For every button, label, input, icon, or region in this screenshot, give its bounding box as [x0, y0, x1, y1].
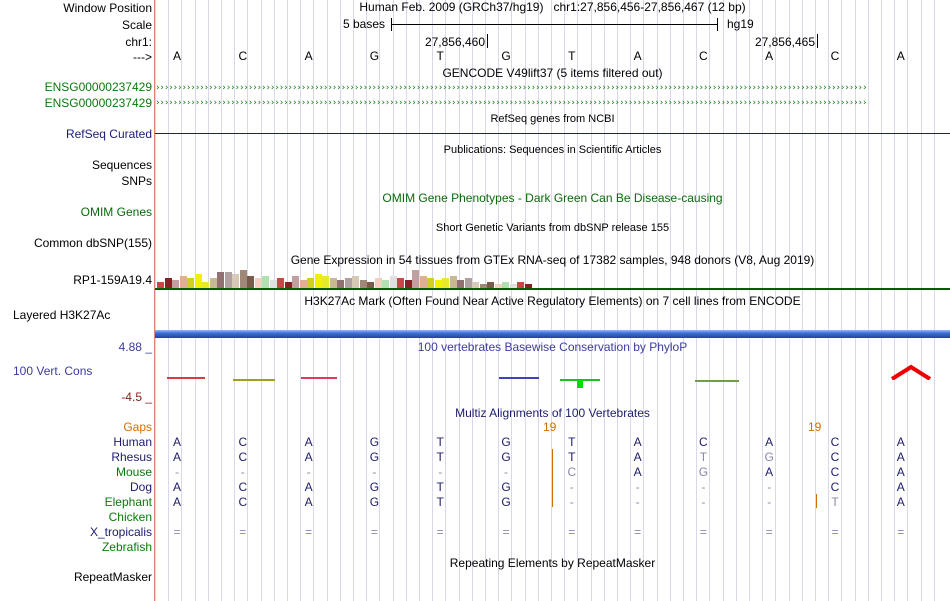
alignment-base: = [897, 525, 905, 539]
multiz-track-title: Multiz Alignments of 100 Vertebrates [455, 406, 650, 420]
coord-tick-2 [817, 34, 818, 48]
alignment-base: T [436, 450, 444, 464]
gtex-bar [375, 278, 382, 288]
alignment-base: - [438, 465, 443, 479]
alignment-base: = [765, 525, 773, 539]
gtex-bar [255, 278, 262, 288]
gtex-bar [382, 280, 389, 288]
alignment-base: T [436, 480, 444, 494]
species-label[interactable]: Mouse [115, 465, 152, 479]
alignment-base: - [701, 480, 706, 494]
coord-label-1: 27,856,460 [424, 35, 485, 49]
phylop-mark-5-peak [577, 380, 583, 388]
alignment-base: T [436, 435, 444, 449]
gtex-bar [330, 278, 337, 288]
alignment-base: C [238, 480, 248, 494]
phylop-track-title: 100 vertebrates Basewise Conservation by PhyloP [417, 340, 688, 354]
alignment-base: A [633, 450, 642, 464]
gtex-bar [217, 272, 224, 288]
alignment-base: A [172, 480, 181, 494]
alignment-base: A [765, 435, 774, 449]
alignment-base: A [172, 450, 181, 464]
alignment-base: - [635, 495, 640, 509]
alignment-base: G [369, 495, 380, 509]
alignment-base: A [896, 465, 905, 479]
gtex-bar [412, 270, 419, 288]
alignment-base: - [306, 465, 311, 479]
alignment-base: T [568, 435, 576, 449]
alignment-base: A [765, 465, 774, 479]
gtex-bar [457, 280, 464, 288]
base-letter: A [896, 49, 905, 63]
alignment-base: = [831, 525, 839, 539]
omim-label[interactable]: OMIM Genes [80, 205, 152, 219]
alignment-base: G [501, 450, 511, 464]
phylop-mark-1 [167, 377, 205, 379]
alignment-base: A [304, 480, 313, 494]
alignment-base: T [436, 495, 444, 509]
phylop-mark-3 [301, 377, 337, 379]
alignment-base: - [767, 495, 772, 509]
alignment-base: C [699, 435, 708, 449]
refseq-track-title: RefSeq genes from NCBI [490, 113, 615, 125]
species-label[interactable]: Human [113, 435, 152, 449]
alignment-base: A [896, 450, 905, 464]
alignment-base: G [369, 450, 380, 464]
alignment-base: C [830, 435, 840, 449]
alignment-base: G [369, 480, 380, 494]
gtex-bar [240, 270, 247, 288]
alignment-base: - [635, 480, 640, 494]
alignment-base: T [568, 450, 576, 464]
alignment-base: = [436, 525, 444, 539]
h3k27ac-signal[interactable] [155, 330, 950, 338]
alignment-base: = [173, 525, 181, 539]
dbsnp-track-title: Short Genetic Variants from dbSNP release 155 [435, 222, 670, 234]
gencode-label-2[interactable]: ENSG00000237429 [44, 96, 152, 110]
gtex-bar [277, 278, 284, 288]
gtex-bar [435, 280, 442, 288]
base-letter: A [633, 49, 642, 63]
repeatmasker-label[interactable]: RepeatMasker [73, 570, 152, 584]
alignment-base: - [569, 480, 574, 494]
gencode-transcript-1[interactable]: ››››››››››››››››››››››››››››››››››››››››››››››››››››››››››››››››››››››››››››››››››››››››››››››››››››››››››››››››››››››››››››››››››››››››››››››››››››››››››››››››› [155, 83, 867, 93]
gtex-bar [172, 280, 179, 288]
alignment-base: G [501, 435, 511, 449]
alignment-base: A [172, 435, 181, 449]
alignment-base: = [370, 525, 378, 539]
alignment-base: = [568, 525, 576, 539]
alignment-base: - [372, 465, 377, 479]
gtex-bar [270, 280, 277, 288]
window-position-label: Window Position [63, 1, 152, 15]
chrom-label: chr1: [125, 35, 152, 49]
alignment-base: = [502, 525, 510, 539]
strand-label: ---> [133, 50, 152, 64]
position-header [155, 0, 950, 14]
species-label[interactable]: Elephant [104, 495, 152, 509]
alignment-base: - [504, 465, 508, 479]
alignment-base: = [699, 525, 707, 539]
phylop-peak-icon [890, 364, 932, 380]
gtex-bar [195, 274, 202, 288]
cons-label[interactable]: 100 Vert. Cons [13, 364, 93, 378]
gap-count-1: 19 [543, 420, 557, 434]
gtex-bar [420, 276, 427, 288]
gtex-track-title: Gene Expression in 54 tissues from GTEx RNA-seq of 17382 samples, 948 donors (V8, Aug 2019) [290, 253, 815, 267]
genome-browser-track-area[interactable] [155, 0, 950, 601]
alignment-base: A [304, 495, 313, 509]
species-label[interactable]: Chicken [108, 510, 152, 524]
gtex-bar [405, 280, 412, 288]
assembly-label: Human Feb. 2009 (GRCh37/hg19) [359, 0, 544, 14]
alignment-base: A [633, 465, 642, 479]
alignment-base: A [304, 450, 313, 464]
omim-track-title: OMIM Gene Phenotypes - Dark Green Can Be Disease-causing [382, 191, 723, 205]
gap-insertion-mark-1 [552, 449, 553, 507]
gtex-bar [165, 278, 172, 288]
base-letter: A [172, 49, 181, 63]
gtex-baseline [155, 288, 950, 290]
alignment-base: - [767, 480, 772, 494]
gtex-bar [180, 276, 187, 288]
base-letter: T [436, 49, 444, 63]
alignment-base: C [830, 480, 840, 494]
cons-min-label: -4.5 _ [121, 390, 152, 404]
gtex-bar [307, 278, 314, 288]
phylop-mark-6 [695, 380, 739, 382]
alignment-base: A [304, 435, 313, 449]
alignment-base: - [701, 495, 706, 509]
dbsnp-label[interactable]: Common dbSNP(155) [33, 236, 152, 250]
scale-bar-left-tick [391, 18, 392, 31]
base-letter: A [304, 49, 313, 63]
base-letter: C [699, 49, 708, 63]
base-letter: T [568, 49, 576, 63]
gtex-bar [427, 278, 434, 288]
alignment-base: - [175, 465, 179, 479]
gtex-bar [292, 276, 299, 288]
phylop-mark-4 [499, 377, 539, 379]
gtex-bar [442, 278, 449, 288]
position-label: chr1:27,856,456-27,856,467 (12 bp) [553, 0, 746, 14]
alignment-base: - [569, 495, 574, 509]
base-letter: C [238, 49, 248, 63]
alignment-base: A [896, 435, 905, 449]
alignment-base: C [830, 450, 840, 464]
coord-label-2: 27,856,465 [754, 35, 815, 49]
coord-tick-1 [487, 34, 488, 48]
gap-insertion-mark-2 [816, 494, 817, 508]
alignment-base: C [830, 465, 840, 479]
gtex-bar [315, 274, 322, 288]
scale-text: 5 bases [342, 17, 385, 31]
alignment-base: G [369, 435, 380, 449]
snps-label[interactable]: SNPs [121, 174, 152, 188]
gtex-bar [232, 274, 239, 288]
gtex-bar [300, 280, 307, 288]
label-panel-border [154, 0, 155, 601]
gtex-bar [262, 276, 269, 288]
base-letter: G [369, 49, 380, 63]
gencode-label-1[interactable]: ENSG00000237429 [44, 80, 152, 94]
alignment-base: G [501, 480, 511, 494]
gtex-bar [247, 276, 254, 288]
repeatmasker-track-title: Repeating Elements by RepeatMasker [449, 556, 656, 570]
gencode-transcript-2[interactable]: ››››››››››››››››››››››››››››››››››››››››››››››››››››››››››››››››››››››››››››››››››››››››››››››››››››››››››››››››››››››››››››››››››››››››››››››››››››››››››››››››› [155, 98, 867, 108]
gtex-bar [352, 276, 359, 288]
alignment-base: C [567, 465, 577, 479]
scale-db: hg19 [727, 17, 754, 31]
gtex-bar [225, 272, 232, 288]
alignment-base: A [896, 480, 905, 494]
gtex-bar [337, 280, 344, 288]
gtex-bar [450, 276, 457, 288]
gtex-label[interactable]: RP1-159A19.4 [73, 273, 152, 287]
track-label-panel [0, 0, 154, 601]
alignment-base: T [831, 495, 839, 509]
gtex-bar [322, 276, 329, 288]
alignment-base: C [238, 450, 248, 464]
gap-count-2: 19 [808, 420, 822, 434]
alignment-base: = [634, 525, 642, 539]
species-label[interactable]: Dog [129, 480, 152, 494]
gtex-bar [187, 278, 194, 288]
cons-max-label: 4.88 _ [118, 340, 152, 354]
alignment-base: T [699, 450, 708, 464]
h3k27ac-track-title: H3K27Ac Mark (Often Found Near Active Regulatory Elements) on 7 cell lines from ENCODE [304, 294, 801, 308]
alignment-base: - [240, 465, 245, 479]
gtex-bar [360, 280, 367, 288]
alignment-base: A [633, 435, 642, 449]
phylop-mark-2 [233, 379, 275, 381]
alignment-base: C [238, 495, 248, 509]
species-label[interactable]: X_tropicalis [89, 525, 152, 539]
species-label[interactable]: Zebrafish [101, 540, 152, 554]
refseq-gene-line[interactable] [155, 133, 950, 134]
gtex-expression-bars[interactable] [155, 267, 950, 288]
scale-bar-right-tick [717, 18, 718, 31]
alignment-base: G [698, 465, 709, 479]
base-letter: C [830, 49, 840, 63]
sequences-label[interactable]: Sequences [91, 158, 152, 172]
refseq-label[interactable]: RefSeq Curated [65, 127, 152, 141]
scale-label: Scale [121, 18, 152, 32]
alignment-base: G [764, 450, 774, 464]
alignment-base: A [896, 495, 905, 509]
alignment-base: G [501, 495, 511, 509]
gtex-bar [397, 278, 404, 288]
gaps-label: Gaps [123, 420, 152, 434]
gtex-bar [465, 278, 472, 288]
gencode-track-title: GENCODE V49lift37 (5 items filtered out) [442, 66, 663, 80]
alignment-base: = [305, 525, 313, 539]
gtex-bar [345, 278, 352, 288]
base-letter: G [501, 49, 511, 63]
base-letter: A [765, 49, 774, 63]
alignment-base: = [239, 525, 247, 539]
h3k27ac-label[interactable]: Layered H3K27Ac [13, 308, 111, 322]
gtex-bar [390, 276, 397, 288]
gtex-bar [210, 278, 217, 288]
alignment-base: C [238, 435, 248, 449]
species-label[interactable]: Rhesus [111, 450, 152, 464]
alignment-base: A [172, 495, 181, 509]
scale-bar [391, 24, 717, 25]
publications-track-title: Publications: Sequences in Scientific Articles [443, 144, 662, 156]
